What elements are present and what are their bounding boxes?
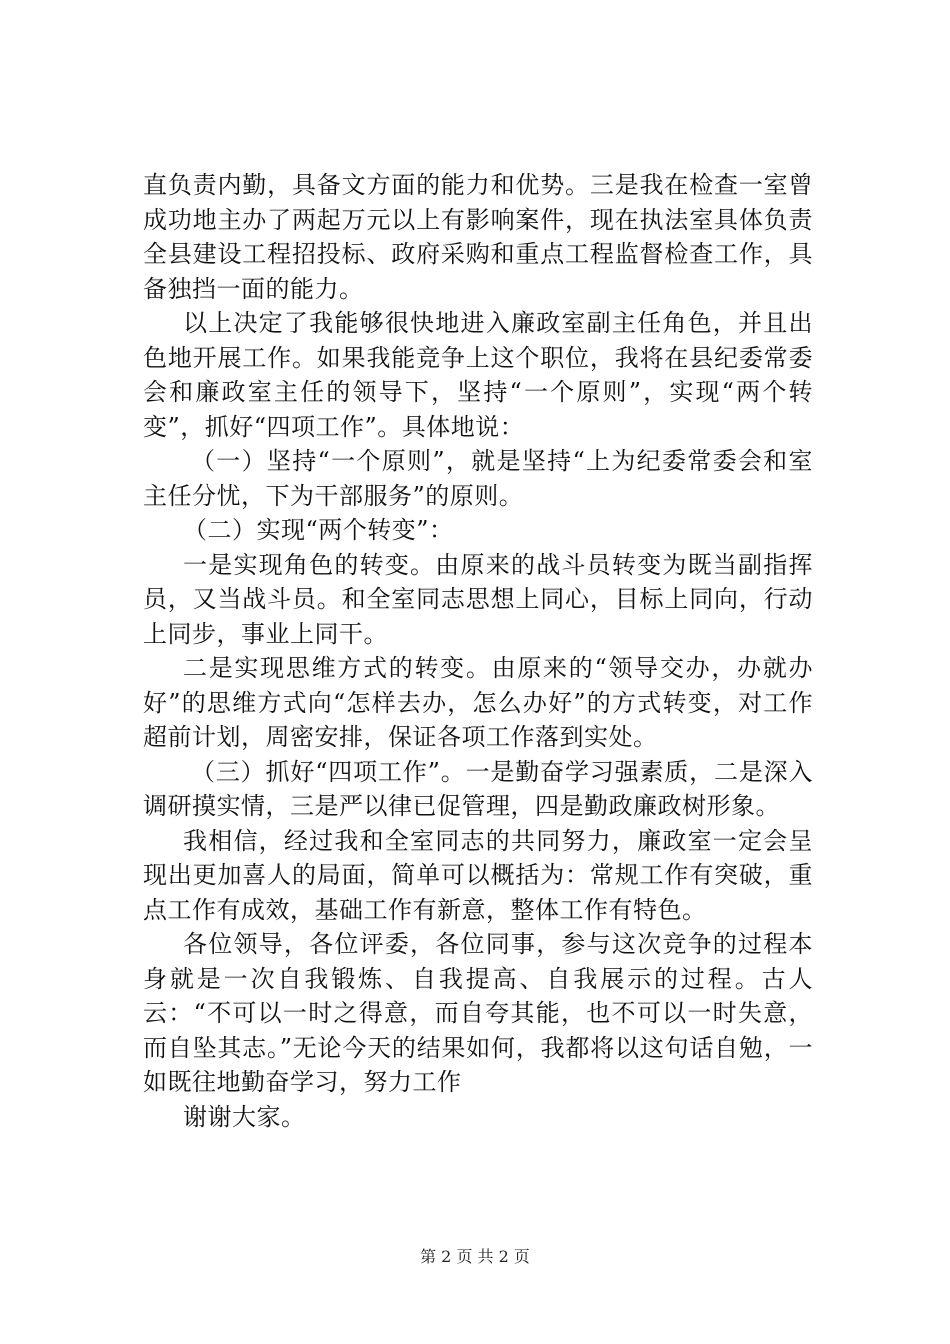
document-body: [143, 168, 813, 1134]
paragraph-role-intro: 以上决定了我能够很快地进入廉政室副主任角色，并且出色地开展工作。如果我能竞争上这个职位，我将在县纪委常委会和廉政室主任的领导下，坚持“一个原则”，实现“两个转变”，抓好“四项工作”。具体地说：: [143, 309, 813, 441]
paragraph-two-changes-heading: （二）实现“两个转变”：: [183, 516, 454, 544]
paragraph-role-change: 一是实现角色的转变。由原来的战斗员转变为既当副指挥员，又当战斗员。和全室同志思想上同心，目标上同向，行动上同步，事业上同干。: [143, 550, 813, 648]
paragraph-continuation: 直负责内勤，具备文方面的能力和优势。三是我在检查一室曾成功地主办了两起万元以上有影响案件，现在执法室具体负责全县建设工程招投标、政府采购和重点工程监督检查工作，具备独挡一面的能力。: [143, 171, 813, 303]
paragraph-thinking-change: 二是实现思维方式的转变。由原来的“领导交办，办就办好”的思维方式向“怎样去办，怎么办好”的方式转变，对工作超前计划，周密安排，保证各项工作落到实处。: [143, 654, 813, 751]
paragraph-closing: 各位领导，各位评委，各位同事，参与这次竞争的过程本身就是一次自我锻炼、自我提高、自我展示的过程。古人云：“不可以一时之得意，而自夸其能，也不可以一时失意，而自坠其志。”无论今天的结果如何，我都将以这句话自勉，一如既往地勤奋学习，努力工作: [143, 930, 813, 1096]
paragraph-one-principle: （一）坚持“一个原则”，就是坚持“上为纪委常委会和室主任分忧，下为干部服务”的原则。: [143, 447, 813, 510]
paragraph-thanks: 谢谢大家。: [183, 1102, 306, 1131]
page-number-footer: 第 2 页 共 2 页: [420, 1247, 530, 1266]
paragraph-four-tasks: （三）抓好“四项工作”。一是勤奋学习强素质，二是深入调研摸实情，三是严以律已促管理，四是勤政廉政树形象。: [143, 757, 813, 820]
paragraph-belief: 我相信，经过我和全室同志的共同努力，廉政室一定会呈现出更加喜人的局面，简单可以概括为：常规工作有突破，重点工作有成效，基础工作有新意，整体工作有特色。: [143, 826, 813, 924]
